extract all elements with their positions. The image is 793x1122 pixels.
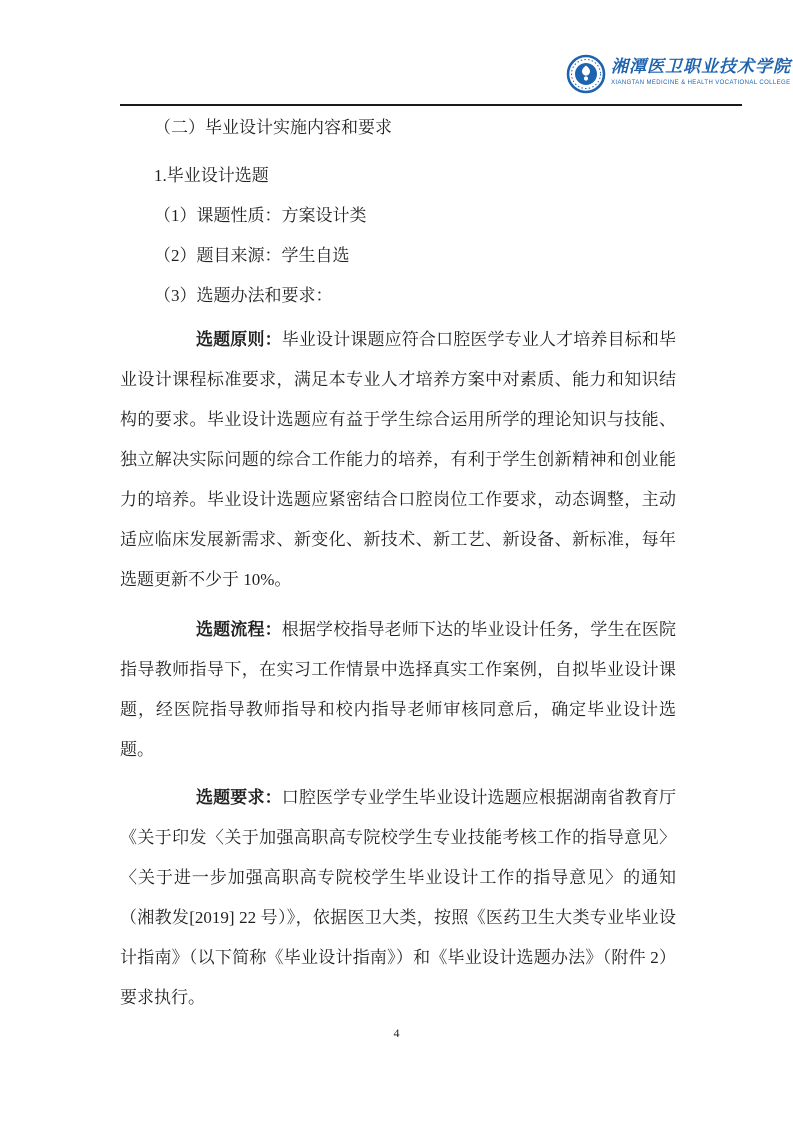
- list-item-topic-nature: （1）课题性质：方案设计类: [154, 206, 367, 225]
- college-name-zh: 湘潭医卫职业技术学院: [611, 57, 791, 76]
- list-item-topic-method: （3）选题办法和要求：: [154, 286, 333, 305]
- paragraph-lead-requirement: 选题要求：: [196, 788, 282, 807]
- college-name-en: XIANGTAN MEDICINE & HEALTH VOCATIONAL COLLEGE: [611, 80, 791, 86]
- header-divider: [120, 104, 742, 106]
- college-logo-text: [611, 54, 791, 86]
- document-body: [120, 108, 676, 1018]
- college-logo: [566, 54, 791, 94]
- paragraph-text-process: 根据学校指导老师下达的毕业设计任务，学生在医院指导教师指导下，在实习工作情景中选择真实工作案例，自拟毕业设计课题，经医院指导教师指导和校内指导老师审核同意后，确定毕业设计选题。: [120, 620, 677, 759]
- page-number: 4: [393, 1026, 400, 1040]
- subsection-heading: 1.毕业设计选题: [154, 166, 269, 185]
- paragraph-lead-process: 选题流程：: [196, 620, 282, 639]
- paragraph-topic-process: [120, 610, 676, 770]
- paragraph-topic-principle: [120, 320, 676, 600]
- paragraph-text-requirement: 口腔医学专业学生毕业设计选题应根据湖南省教育厅《关于印发〈关于加强高职高专院校学生专业技能考核工作的指导意见〉〈关于进一步加强高职高专院校学生毕业设计工作的指导意见〉的通知（湘教发[2019] 22 号）》，依据医卫大类，按照《医药卫生大类专业毕业设计指南》（以下简称《毕业设计指南》）和《毕业设计选题办法》（附件 2）要求执行。: [120, 788, 677, 1007]
- section-heading: （二）毕业设计实施内容和要求: [154, 118, 392, 137]
- paragraph-topic-requirement: [120, 778, 676, 1018]
- paragraph-lead-principle: 选题原则：: [196, 330, 282, 349]
- college-emblem-icon: [566, 54, 606, 94]
- list-item-topic-source: （2）题目来源：学生自选: [154, 246, 350, 265]
- paragraph-text-principle: 毕业设计课题应符合口腔医学专业人才培养目标和毕业设计课程标准要求，满足本专业人才培养方案中对素质、能力和知识结构的要求。毕业设计选题应有益于学生综合运用所学的理论知识与技能、独立解决实际问题的综合工作能力的培养，有利于学生创新精神和创业能力的培养。毕业设计选题应紧密结合口腔岗位工作要求，动态调整，主动适应临床发展新需求、新变化、新技术、新工艺、新设备、新标准，每年选题更新不少于 10%。: [120, 330, 677, 589]
